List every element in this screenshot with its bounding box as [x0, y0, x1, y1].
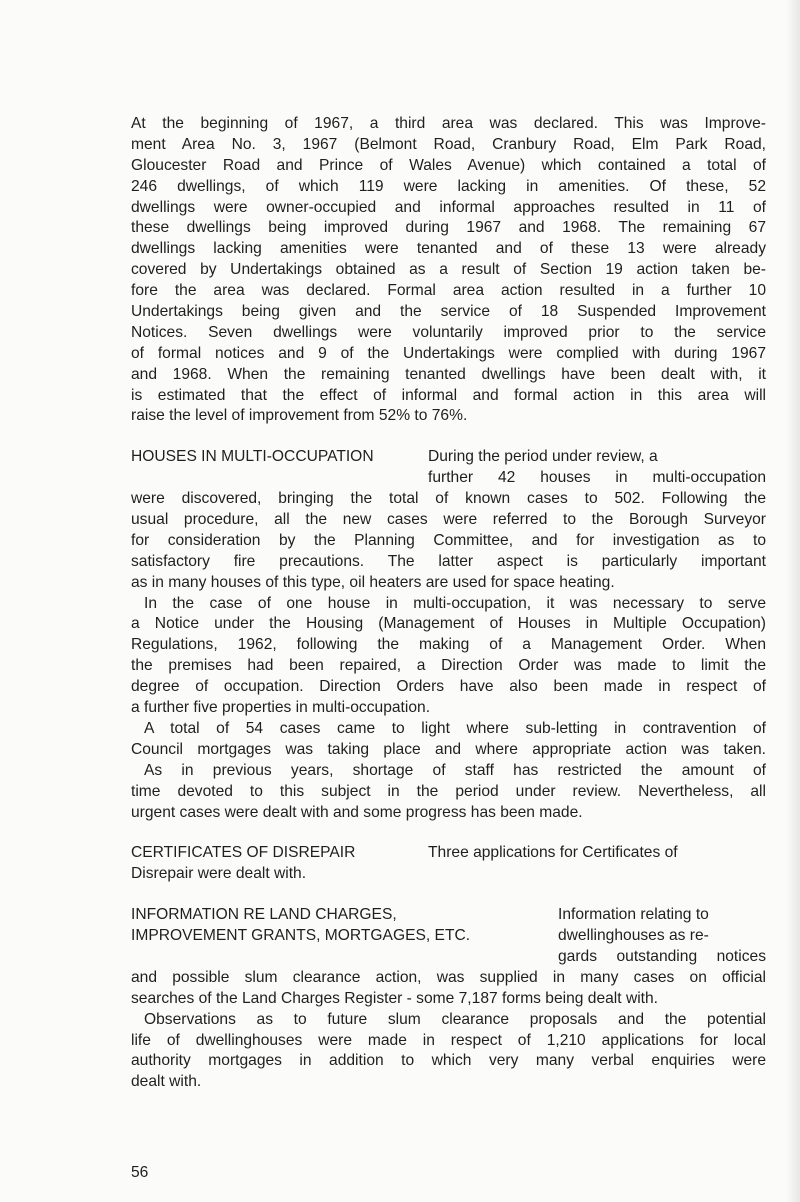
text-line: Information relating to [558, 906, 709, 924]
text-line: Undertakings being given and the service of 18 Suspended Improvement [131, 303, 766, 321]
text-line: a Notice under the Housing (Management of Houses in Multiple Occupation) [131, 615, 766, 633]
text-line: dwellinghouses as re- [558, 927, 709, 945]
text-line: dealt with. [131, 1073, 202, 1091]
text-line: dwellings were owner-occupied and informal approaches resulted in 11 of [131, 198, 766, 216]
text-line: Regulations, 1962, following the making of a Management Order. When [131, 636, 766, 654]
text-line: searches of the Land Charges Register - some 7,187 forms being dealt with. [131, 989, 659, 1007]
text-line: authority mortgages in addition to which very many verbal enquiries were [131, 1052, 766, 1070]
section-heading: IMPROVEMENT GRANTS, MORTGAGES, ETC. [131, 927, 471, 945]
text-line: As in previous years, shortage of staff has restricted the amount of [144, 761, 766, 779]
text-line: dwellings lacking amenities were tenanted and of these 13 were already [131, 240, 766, 258]
text-line: raise the level of improvement from 52% to 76%. [131, 407, 468, 425]
text-line: covered by Undertakings obtained as a result of Section 19 action taken be- [131, 261, 766, 279]
text-line: these dwellings being improved during 1967 and 1968. The remaining 67 [131, 219, 766, 237]
text-line: degree of occupation. Direction Orders have also been made in respect of [131, 678, 766, 696]
text-line: At the beginning of 1967, a third area was declared. This was Improve- [131, 115, 766, 132]
text-line: is estimated that the effect of informal and formal action in this area will [131, 386, 766, 404]
text-line: In the case of one house in multi-occupation, it was necessary to serve [144, 594, 766, 612]
section-heading: HOUSES IN MULTI-OCCUPATION [131, 448, 374, 466]
text-line: a further five properties in multi-occupation. [131, 699, 431, 717]
page-edge-shadow [786, 0, 800, 1202]
section-heading: INFORMATION RE LAND CHARGES, [131, 906, 397, 924]
text-line: life of dwellinghouses were made in respect of 1,210 applications for local [131, 1031, 766, 1049]
text-line: were discovered, bringing the total of known cases to 502. Following the [131, 490, 766, 508]
text-line: gards outstanding notices [558, 947, 766, 965]
text-line: as in many houses of this type, oil heaters are used for space heating. [131, 573, 615, 591]
text-line: further 42 houses in multi-occupation [428, 469, 766, 487]
text-line: and 1968. When the remaining tenanted dwellings have been dealt with, it [131, 365, 766, 383]
text-line: fore the area was declared. Formal area action resulted in a further 10 [131, 282, 766, 300]
text-line: the premises had been repaired, a Direction Order was made to limit the [131, 657, 766, 675]
page-number: 56 [131, 1164, 149, 1181]
text-line: Three applications for Certificates of [428, 844, 678, 862]
improvement-area-paragraph [131, 114, 766, 427]
text-line: time devoted to this subject in the period under review. Nevertheless, all [131, 782, 766, 800]
information-section [131, 905, 766, 1093]
text-line: Observations as to future slum clearance proposals and the potential [144, 1010, 766, 1028]
text-line: usual procedure, all the new cases were referred to the Borough Surveyor [131, 511, 766, 529]
text-line: 246 dwellings, of which 119 were lacking in amenities. Of these, 52 [131, 177, 766, 195]
text-line: A total of 54 cases came to light where sub-letting in contravention of [144, 719, 766, 737]
text-line: satisfactory fire precautions. The latter aspect is particularly important [131, 552, 766, 570]
certificates-section [131, 843, 766, 885]
page-content [131, 114, 766, 1093]
text-line: Council mortgages was taking place and where appropriate action was taken. [131, 740, 766, 758]
text-line: During the period under review, a [428, 448, 658, 466]
section-heading: CERTIFICATES OF DISREPAIR [131, 844, 356, 862]
text-line: urgent cases were dealt with and some progress has been made. [131, 803, 583, 821]
text-line: Gloucester Road and Prince of Wales Avenue) which contained a total of [131, 156, 766, 174]
text-line: ment Area No. 3, 1967 (Belmont Road, Cranbury Road, Elm Park Road, [131, 135, 766, 153]
text-line: Notices. Seven dwellings were voluntarily improved prior to the service [131, 323, 766, 341]
text-line: Disrepair were dealt with. [131, 865, 307, 883]
text-line: of formal notices and 9 of the Undertakings were complied with during 1967 [131, 344, 766, 362]
text-line: for consideration by the Planning Committee, and for investigation as to [131, 531, 766, 549]
multi-occupation-section [131, 447, 766, 823]
text-line: and possible slum clearance action, was supplied in many cases on official [131, 968, 766, 986]
